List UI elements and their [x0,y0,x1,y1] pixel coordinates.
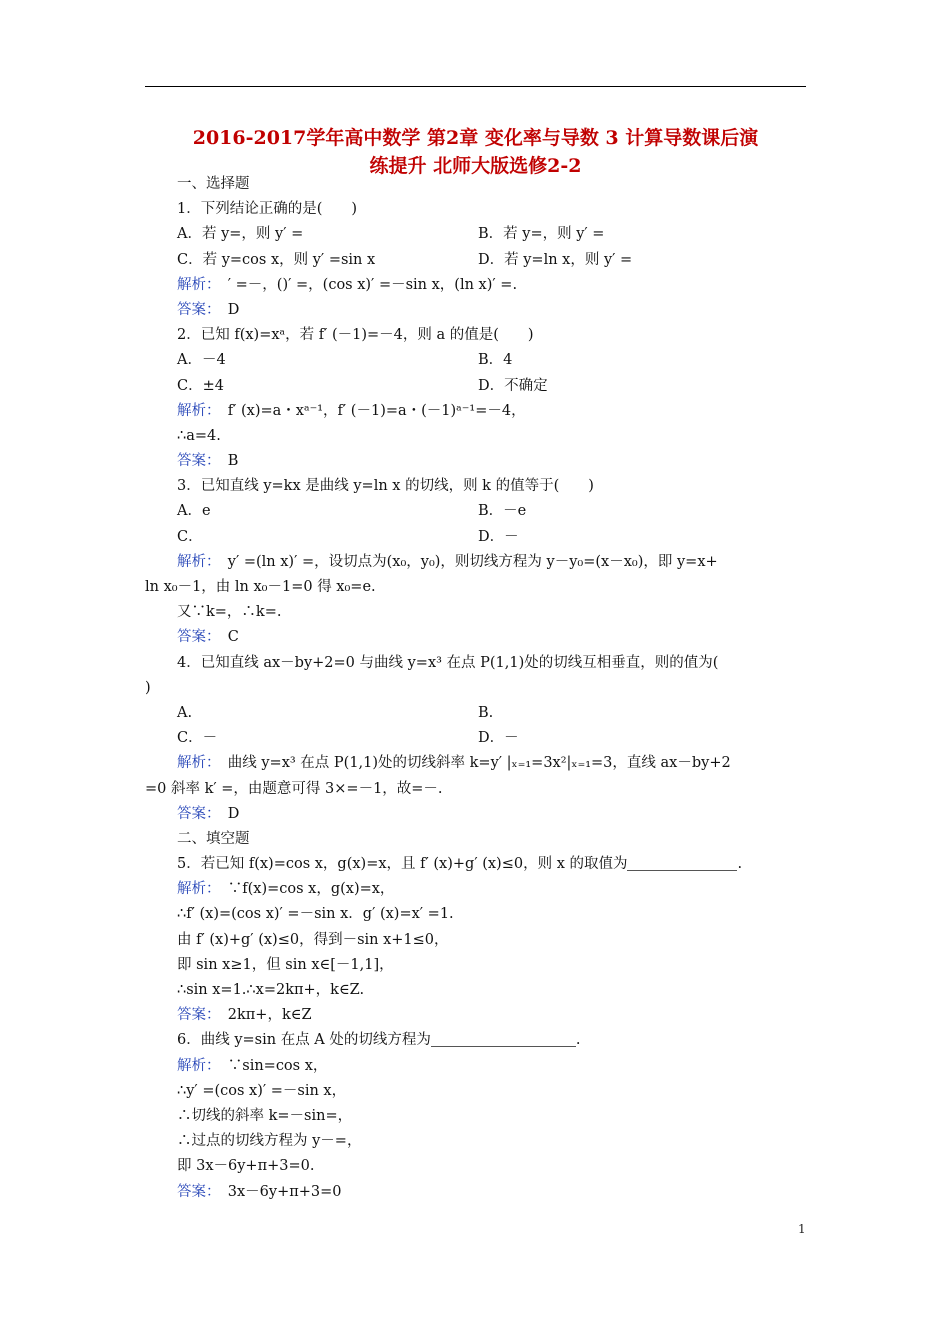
stem-text: 5．若已知 f(x)=cos x，g(x)=x，且 f′ (x)+g′ (x)≤0，则 x 的取值为 [177,856,628,873]
analysis-text: 曲线 y=x³ 在点 P(1,1)处的切线斜率 k=y′ |ₓ₌₁=3x²|ₓ₌₁=3，直线 ax－by+2 [213,755,731,772]
question-6-analysis-line-2: ∴y′ =(cos x)′ =－sin x， [177,1082,347,1099]
question-4-stem-cont: ) [145,679,151,696]
analysis-label: 解析： [177,755,214,772]
question-5-analysis [145,877,806,902]
question-2-analysis-cont: ∴a=4. [177,427,221,444]
analysis-label: 解析： [177,276,214,293]
question-5-stem [145,852,806,877]
option-b: B．－e [478,503,527,520]
header-rule [145,86,806,87]
stem-end: . [575,1032,581,1049]
option-c: C．±4 [177,377,224,394]
answer-label: 答案： [177,453,214,470]
answer-blank [627,854,737,871]
answer-label: 答案： [177,1007,214,1024]
answer-blank [431,1030,576,1047]
question-3-options-ab [145,499,806,524]
analysis-text: ∵sin=cos x， [213,1057,328,1074]
answer-text: C [213,629,239,646]
answer-text: 3x－6y+π+3=0 [213,1183,342,1200]
option-c: C．若 y=cos x，则 y′ =sin x [177,251,376,268]
option-b: B. [478,704,494,721]
question-1-answer [145,298,806,323]
question-3-options-cd [145,525,806,550]
analysis-text: f′ (x)=a・xᵃ⁻¹，f′ (－1)=a・(－1)ᵃ⁻¹=－4， [213,402,526,419]
analysis-label: 解析： [177,553,214,570]
stem-end: . [737,856,743,873]
option-d: D．－ [478,528,519,545]
question-5-analysis-line-2: ∴f′ (x)=(cos x)′ =－sin x．g′ (x)=x′ =1. [177,906,454,923]
analysis-label: 解析： [177,881,214,898]
answer-text: B [213,453,239,470]
question-6-answer [145,1180,806,1205]
title-line-2: 练提升 北师大版选修2-2 [369,155,582,177]
question-6-analysis-line-4: ∴过点的切线方程为 y－=， [177,1133,362,1150]
question-6-stem [145,1028,806,1053]
option-a: A．－4 [177,352,226,369]
question-1-options-cd [145,248,806,273]
option-a: A．e [177,503,211,520]
question-2-options-cd [145,374,806,399]
option-d: D．不确定 [478,377,548,394]
analysis-label: 解析： [177,1057,214,1074]
answer-label: 答案： [177,1183,214,1200]
answer-text: D [213,805,240,822]
question-5-analysis-line-3: 由 f′ (x)+g′ (x)≤0，得到－sin x+1≤0， [177,931,449,948]
option-d: D．－ [478,730,519,747]
page-number: 1 [798,1222,806,1236]
option-b: B．若 y=，则 y′ = [478,226,605,243]
question-6-analysis [145,1054,806,1079]
question-3-stem: 3．已知直线 y=kx 是曲线 y=ln x 的切线，则 k 的值等于( ) [177,478,594,495]
section-heading-choice: 一、选择题 [177,176,250,192]
analysis-text: y′ =(ln x)′ =，设切点为(x₀，y₀)，则切线方程为 y－y₀=(x－x₀)，即 y=x+ [213,553,718,570]
document-body [145,172,806,1205]
question-6-analysis-line-5: 即 3x－6y+π+3=0. [177,1158,315,1175]
title-line-1: 2016-2017学年高中数学 第2章 变化率与导数 3 计算导数课后演 [192,127,759,149]
answer-label: 答案： [177,805,214,822]
option-d: D．若 y=ln x，则 y′ = [478,251,633,268]
answer-label: 答案： [177,629,214,646]
option-c: C． [177,528,203,545]
analysis-text: ∵f(x)=cos x，g(x)=x， [213,881,395,898]
question-4-analysis [145,751,806,776]
question-5-analysis-line-4: 即 sin x≥1，但 sin x∈[－1,1]， [177,956,394,973]
analysis-label: 解析： [177,402,214,419]
question-2-answer [145,449,806,474]
question-3-analysis-cont-2: 又∵k=，∴k=. [177,604,282,621]
option-a: A．若 y=，则 y′ = [177,226,304,243]
answer-text: 2kπ+，k∈Z [213,1007,312,1024]
question-5-analysis-line-5: ∴sin x=1.∴x=2kπ+，k∈Z. [177,982,365,998]
question-2-stem: 2．已知 f(x)=xᵃ，若 f′ (－1)=－4，则 a 的值是( ) [177,327,534,344]
analysis-text: ′ =－，()′ =，(cos x)′ =－sin x，(ln x)′ =. [213,276,518,293]
question-3-analysis [145,550,806,575]
question-4-answer [145,802,806,827]
question-4-analysis-cont: =0 斜率 k′ =，由题意可得 3×=－1，故=－. [145,780,443,797]
answer-label: 答案： [177,301,214,318]
question-2-options-ab [145,348,806,373]
question-1-stem: 1．下列结论正确的是( ) [177,201,358,218]
question-6-analysis-line-3: ∴切线的斜率 k=－sin=， [177,1107,353,1124]
question-3-analysis-cont: ln x₀－1，由 ln x₀－1=0 得 x₀=e. [145,579,376,595]
stem-text: 6．曲线 y=sin 在点 A 处的切线方程为 [177,1032,431,1049]
question-4-options-cd [145,726,806,751]
question-1-options-ab [145,222,806,247]
option-c: C．－ [177,730,218,747]
question-3-answer [145,625,806,650]
option-b: B．4 [478,352,513,369]
question-4-options-ab [145,701,806,726]
question-2-analysis [145,399,806,424]
question-1-analysis [145,273,806,298]
answer-text: D [213,301,240,318]
question-5-answer [145,1003,806,1028]
question-4-stem: 4．已知直线 ax－by+2=0 与曲线 y=x³ 在点 P(1,1)处的切线互相垂直，则的值为( [177,654,719,671]
section-heading-fill: 二、填空题 [177,830,250,847]
option-a: A. [177,704,193,721]
